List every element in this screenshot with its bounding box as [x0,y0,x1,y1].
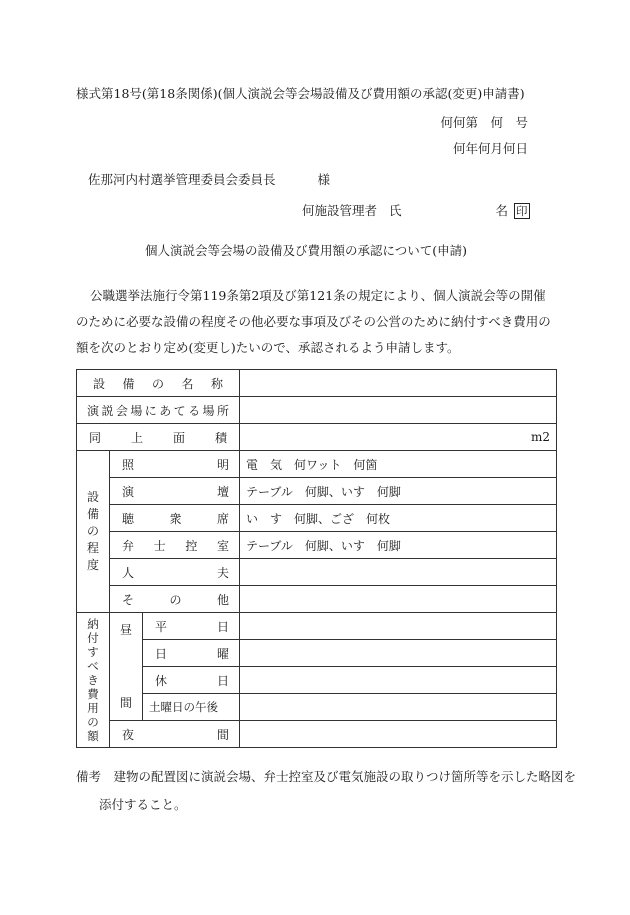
table-row [77,586,557,613]
row-label-night: 夜間 [122,727,230,742]
group-label-equipment-level [77,451,110,613]
area-unit: m2 [530,430,550,444]
row-label-audience-seats: 聴衆席 [122,511,230,526]
value-cell: い す 何脚、ござ 何枚 [240,505,557,532]
table-row [77,559,557,586]
row-label-equipment-name: 設備の名称 [93,376,224,391]
group-char: 程 [86,541,99,555]
daytime-char-top: 昼 [119,622,132,637]
value-cell [240,640,557,667]
value-cell [240,397,557,424]
applicant-line [302,201,530,219]
group-char: す [87,645,99,659]
table-row [77,667,557,694]
seal-mark: 印 [516,204,528,218]
applicant-role: 何施設管理者 [302,203,378,218]
daytime-label [110,613,143,721]
row-label-venue: 演説会場にあてる場所 [87,403,230,418]
addressee-name: 佐那河内村選挙管理委員会委員長 [88,172,276,187]
value-cell [240,613,557,640]
group-char: 付 [87,631,99,645]
value-cell [240,424,557,451]
value-cell [240,586,557,613]
document-number: 何何第 何 号 [440,115,528,130]
remarks-line-2: 添付すること。 [99,797,187,812]
application-table [76,369,557,748]
group-char: 納 [87,617,99,631]
addressee [88,170,330,188]
value-cell [240,694,557,721]
table-row [77,532,557,559]
document-date: 何年何月何日 [452,141,528,156]
remarks-line-1: 備考 建物の配置図に演説会場、弁士控室及び電気施設の取りつけ箇所等を示した略図を [76,769,577,784]
row-label-sunday: 日曜 [155,646,230,661]
table-row [77,370,557,397]
group-char: 設 [86,490,99,504]
row-label-saturday-afternoon: 土曜日の午後 [149,700,218,714]
applicant-mei: 名 [495,203,509,218]
group-char: 備 [86,507,99,521]
table-row [77,505,557,532]
table-row [77,424,557,451]
group-char: 費 [87,687,99,701]
table-row [77,694,557,721]
value-cell [240,370,557,397]
applicant-shi: 氏 [389,203,402,218]
document-subject: 個人演説会等会場の設備及び費用額の承認について(申請) [145,243,468,258]
value-cell: テーブル 何脚、いす 何脚 [240,478,557,505]
row-label-speaker-room: 弁士控室 [122,538,230,553]
row-label-holiday: 休日 [155,673,230,688]
group-char: の [86,524,99,538]
group-label-fee-amount [77,613,110,748]
table-row [77,478,557,505]
value-cell [240,559,557,586]
row-label-other: その他 [122,592,230,607]
value-cell [240,721,557,748]
table-row [77,397,557,424]
table-row [77,721,557,748]
group-char: 用 [87,701,99,715]
row-label-podium: 演壇 [122,484,230,499]
daytime-char-bottom: 間 [119,695,132,710]
addressee-honorific: 様 [317,172,331,187]
form-title: 様式第18号(第18条関係)(個人演説会等会場設備及び費用額の承認(変更)申請書) [76,86,525,101]
table-row [77,613,557,640]
value-cell: テーブル 何脚、いす 何脚 [240,532,557,559]
group-char: べ [87,659,99,673]
row-label-area: 同上面積 [89,430,228,445]
row-label-lighting: 照明 [122,457,230,472]
group-char: き [87,673,99,687]
group-char: 額 [87,729,99,743]
body-paragraph: 公職選挙法施行令第119条第2項及び第121条の規定により、個人演説会等の開催のために必要な設備の程度その他必要な事項及びその公営のために納付すべき費用の額を次のとおり定め(変更し)たいので、承認されるよう申請します。 [76,288,551,355]
group-char: の [87,715,99,729]
group-char: 度 [86,558,99,572]
row-label-weekday: 平日 [155,619,230,634]
value-cell [240,667,557,694]
table-row [77,451,557,478]
value-cell: 電 気 何ワット 何箇 [240,451,557,478]
row-label-labor: 人夫 [122,565,230,580]
table-row [77,640,557,667]
